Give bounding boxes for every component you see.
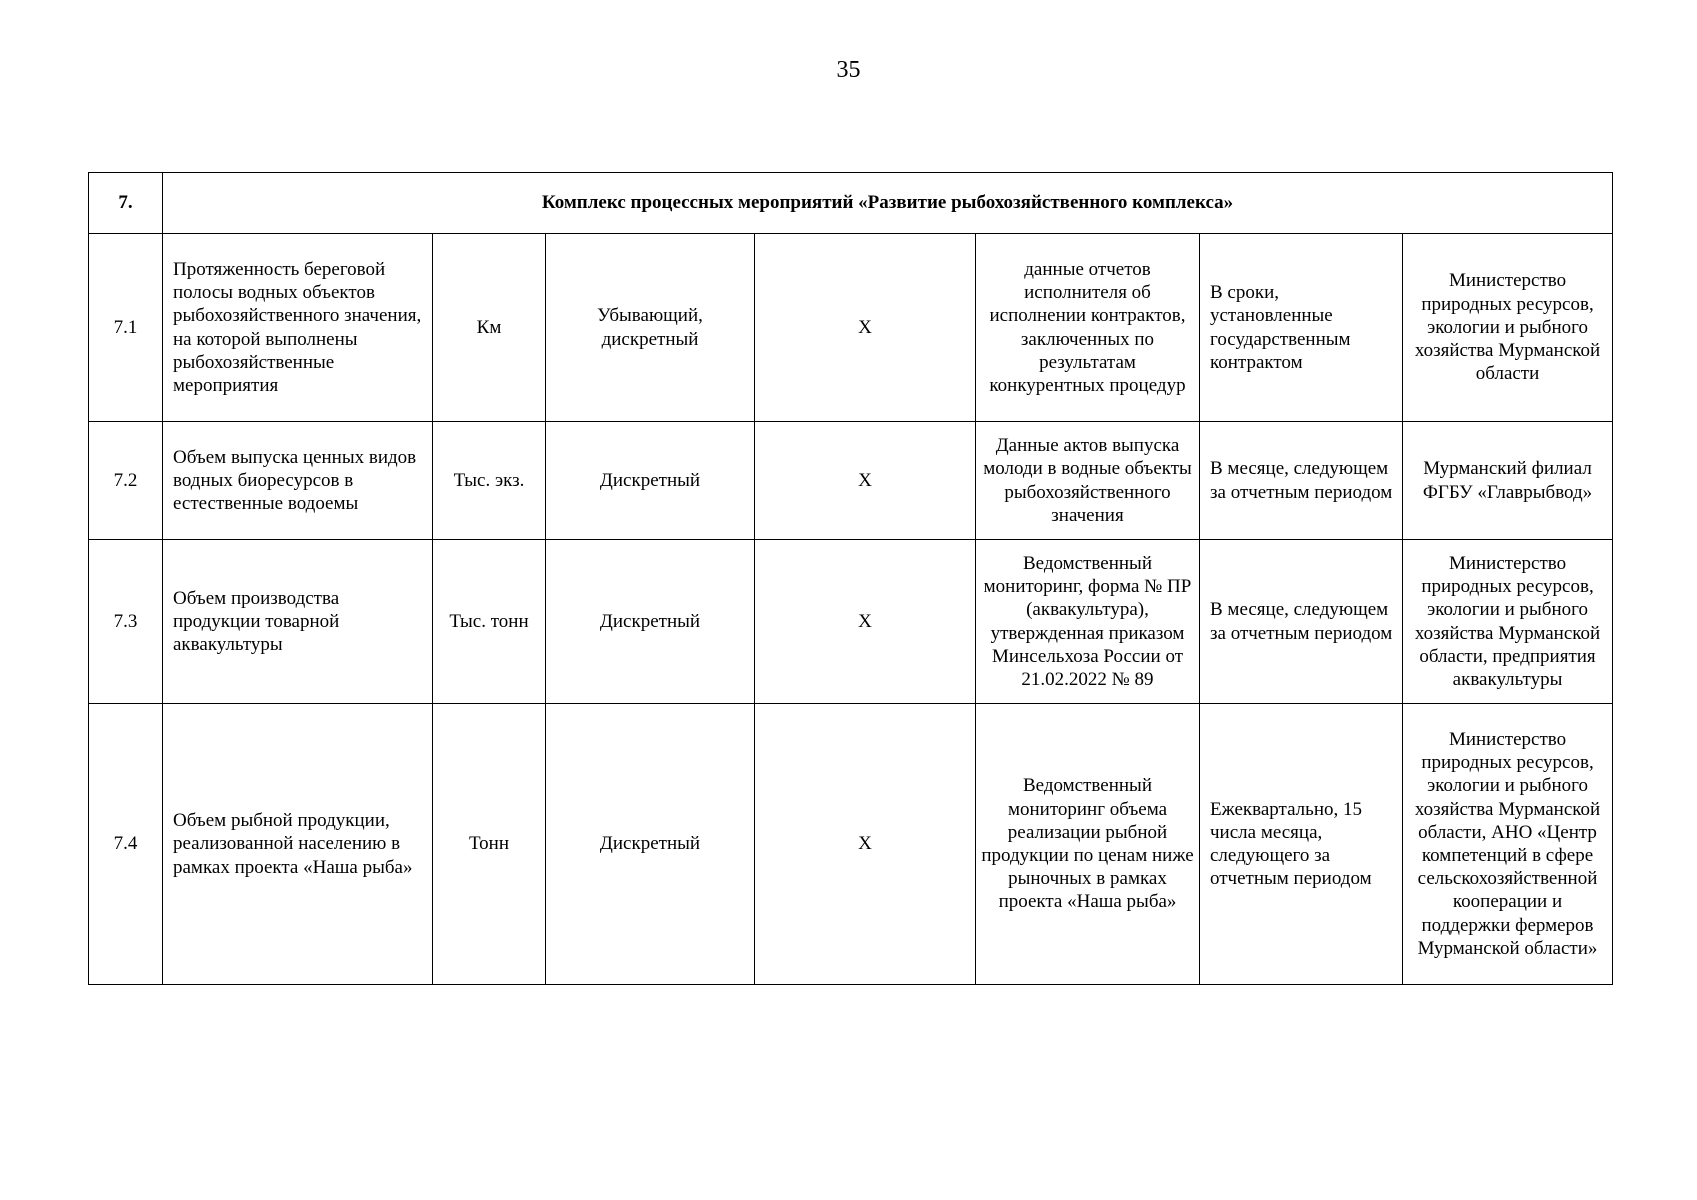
table-row: [89, 422, 1613, 540]
indicator-type: Дискретный: [546, 422, 755, 540]
row-number: 7.3: [89, 540, 163, 704]
responsible-party: Министерство природных ресурсов, экологии и рыбного хозяйства Мурманской области: [1403, 234, 1613, 422]
indicator-type: Убывающий, дискретный: [546, 234, 755, 422]
page-number: 35: [836, 57, 861, 83]
reporting-timing: Ежеквартально, 15 числа месяца, следующего за отчетным периодом: [1200, 704, 1403, 985]
responsible-party: Министерство природных ресурсов, экологии и рыбного хозяйства Мурманской области, предприятия аквакультуры: [1403, 540, 1613, 704]
reporting-timing: В сроки, установленные государственным контрактом: [1200, 234, 1403, 422]
data-source: Ведомственный мониторинг объема реализации рыбной продукции по ценам ниже рыночных в рамках проекта «Наша рыба»: [976, 704, 1200, 985]
indicator-base: Х: [755, 422, 976, 540]
indicator-name: Объем производства продукции товарной аквакультуры: [163, 540, 433, 704]
indicator-base: Х: [755, 234, 976, 422]
data-source: Данные актов выпуска молоди в водные объекты рыбохозяйственного значения: [976, 422, 1200, 540]
reporting-timing: В месяце, следующем за отчетным периодом: [1200, 540, 1403, 704]
table-row: [89, 704, 1613, 985]
data-source: Ведомственный мониторинг, форма № ПР (аквакультура), утвержденная приказом Минсельхоза России от 21.02.2022 № 89: [976, 540, 1200, 704]
responsible-party: Мурманский филиал ФГБУ «Главрыбвод»: [1403, 422, 1613, 540]
table-row: [89, 540, 1613, 704]
section-number: 7.: [89, 173, 163, 234]
section-title: Комплекс процессных мероприятий «Развитие рыбохозяйственного комплекса»: [163, 173, 1613, 234]
indicators-table: [88, 172, 1613, 985]
row-number: 7.1: [89, 234, 163, 422]
reporting-timing: В месяце, следующем за отчетным периодом: [1200, 422, 1403, 540]
indicator-unit: Тыс. тонн: [433, 540, 546, 704]
indicator-type: Дискретный: [546, 704, 755, 985]
row-number: 7.4: [89, 704, 163, 985]
indicator-base: Х: [755, 704, 976, 985]
indicator-base: Х: [755, 540, 976, 704]
indicator-name: Объем рыбной продукции, реализованной населению в рамках проекта «Наша рыба»: [163, 704, 433, 985]
table-row: [89, 234, 1613, 422]
data-source: данные отчетов исполнителя об исполнении контрактов, заключенных по результатам конкурентных процедур: [976, 234, 1200, 422]
indicator-unit: Тонн: [433, 704, 546, 985]
responsible-party: Министерство природных ресурсов, экологии и рыбного хозяйства Мурманской области, АНО «Центр компетенций в сфере сельскохозяйственной кооперации и поддержки фермеров Мурманской области»: [1403, 704, 1613, 985]
indicator-name: Протяженность береговой полосы водных объектов рыбохозяйственного значения, на которой выполнены рыбохозяйственные мероприятия: [163, 234, 433, 422]
section-header-row: [89, 173, 1613, 234]
indicator-name: Объем выпуска ценных видов водных биоресурсов в естественные водоемы: [163, 422, 433, 540]
indicator-unit: Тыс. экз.: [433, 422, 546, 540]
row-number: 7.2: [89, 422, 163, 540]
indicator-unit: Км: [433, 234, 546, 422]
indicator-type: Дискретный: [546, 540, 755, 704]
